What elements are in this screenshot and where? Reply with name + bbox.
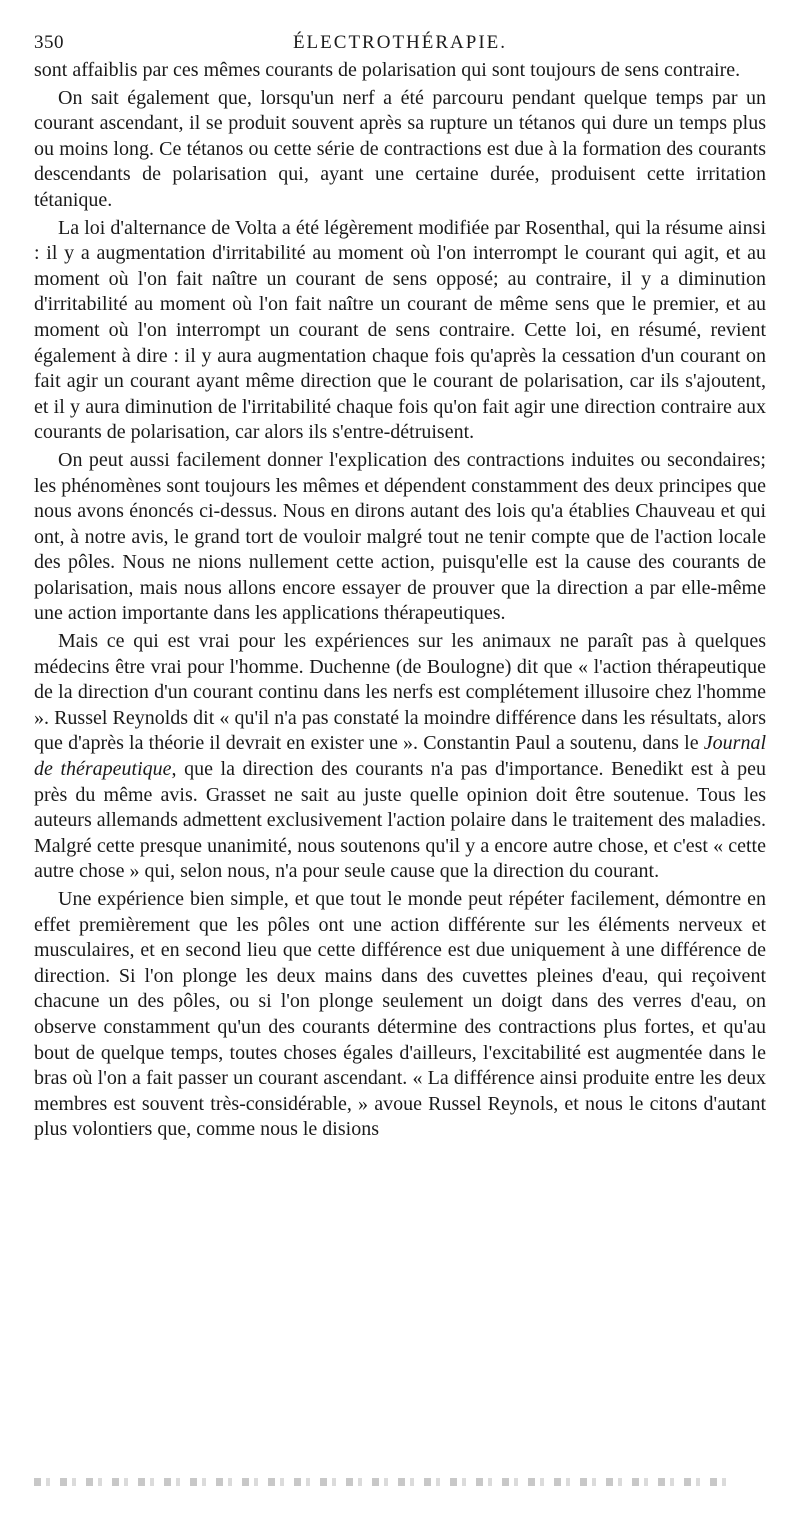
journal-title: Journal de thérapeutique <box>34 732 766 781</box>
paragraph-5-text-b: , que la direction des courants n'a pas d'importance. Benedikt est à peu près du même avis. Grasset ne sait au juste quelle opinion doit être soutenue. Tous les auteurs allemands admettent exclusivement l'action polaire dans le traitement des maladies. Malgré cette presque unanimité, nous soutenons qu'il y a encore autre chose, et c'est « cette autre chose » qui, selon nous, n'a pour seule cause que la direction du courant. <box>34 758 766 883</box>
paragraph-3: La loi d'alternance de Volta a été légèrement modifiée par Rosenthal, qui la résume ainsi : il y a augmentation d'irritabilité au moment où l'on interrompt le courant qui agit, et au moment où l'on fait naître un courant de sens opposé; au contraire, il y a diminution d'irritabilité au moment où l'on fait naître un courant de même sens que le premier, et au moment où l'on interrompt un courant de sens contraire. Cette loi, en résumé, revient également à dire : il y aura augmentation chaque fois qu'après la cessation d'un courant on fait agir un courant ayant même direction que le courant de polarisation, car ils s'ajoutent, et il y aura diminution de l'irritabilité chaque fois qu'on fait agir une direction contraire aux courants de polarisation, car alors ils s'entre-détruisent. <box>34 216 766 444</box>
page <box>34 28 766 1143</box>
paragraph-4: On peut aussi facilement donner l'explication des contractions induites ou secondaires; les phénomènes sont toujours les mêmes et dépendent constamment des deux principes que nous avons énoncés ci-dessus. Nous en dirons autant des lois qu'a établies Chauveau et qui ont, à notre avis, le grand tort de vouloir malgré tout ne tenir compte que de l'action locale des pôles. Nous ne nions nullement cette action, puisqu'elle est la cause des courants de polarisation, mais nous allons encore essayer de prouver que la direction a par elle-même une action importante dans les applications thérapeutiques. <box>34 448 766 625</box>
paragraph-5 <box>34 629 766 885</box>
paragraph-2: On sait également que, lorsqu'un nerf a été parcouru pendant quelque temps par un courant ascendant, il se produit souvent après sa rupture un tétanos qui dure un temps plus ou moins long. Ce tétanos ou cette série de contractions est due à la formation des courants descendants de polarisation qui, ayant une certaine durée, produisent cette irritation tétanique. <box>34 86 766 211</box>
page-header <box>34 28 766 58</box>
paragraph-5-text-a: Mais ce qui est vrai pour les expériences sur les animaux ne paraît pas à quelques médecins être vrai pour l'homme. Duchenne (de Boulogne) dit que « l'action thérapeutique de la direction d'un courant continu dans les nerfs est complétement illusoire chez l'homme ». Russel Reynolds dit « qu'il n'a pas constaté la moindre différence dans les résultats, alors que d'après la théorie il devrait en exister une ». Constantin Paul a soutenu, dans le <box>34 630 766 755</box>
running-title: ÉLECTROTHÉRAPIE. <box>292 32 508 53</box>
body-text <box>34 58 766 1143</box>
paragraph-1: sont affaiblis par ces mêmes courants de polarisation qui sont toujours de sens contraire. <box>34 59 741 81</box>
bottom-scan-artifact <box>34 1478 734 1486</box>
paragraph-6: Une expérience bien simple, et que tout le monde peut répéter facilement, démontre en effet premièrement que les pôles ont une action différente sur les éléments nerveux et musculaires, et en second lieu que cette différence est due uniquement à une différence de direction. Si l'on plonge les deux mains dans des cuvettes pleines d'eau, qui reçoivent chacune un des pôles, ou si l'on plonge seulement un doigt dans des verres d'eau, on observe constamment qu'un des courants détermine des contractions plus fortes, et qu'au bout de quelque temps, toutes choses égales d'ailleurs, l'excitabilité est augmentée dans le bras où l'on a fait passer un courant ascendant. « La différence ainsi produite entre les deux membres est souvent très-considérable, » avoue Russel Reynols, et nous le citons d'autant plus volontiers que, comme nous le disions <box>34 888 766 1141</box>
page-number: 350 <box>34 32 64 53</box>
